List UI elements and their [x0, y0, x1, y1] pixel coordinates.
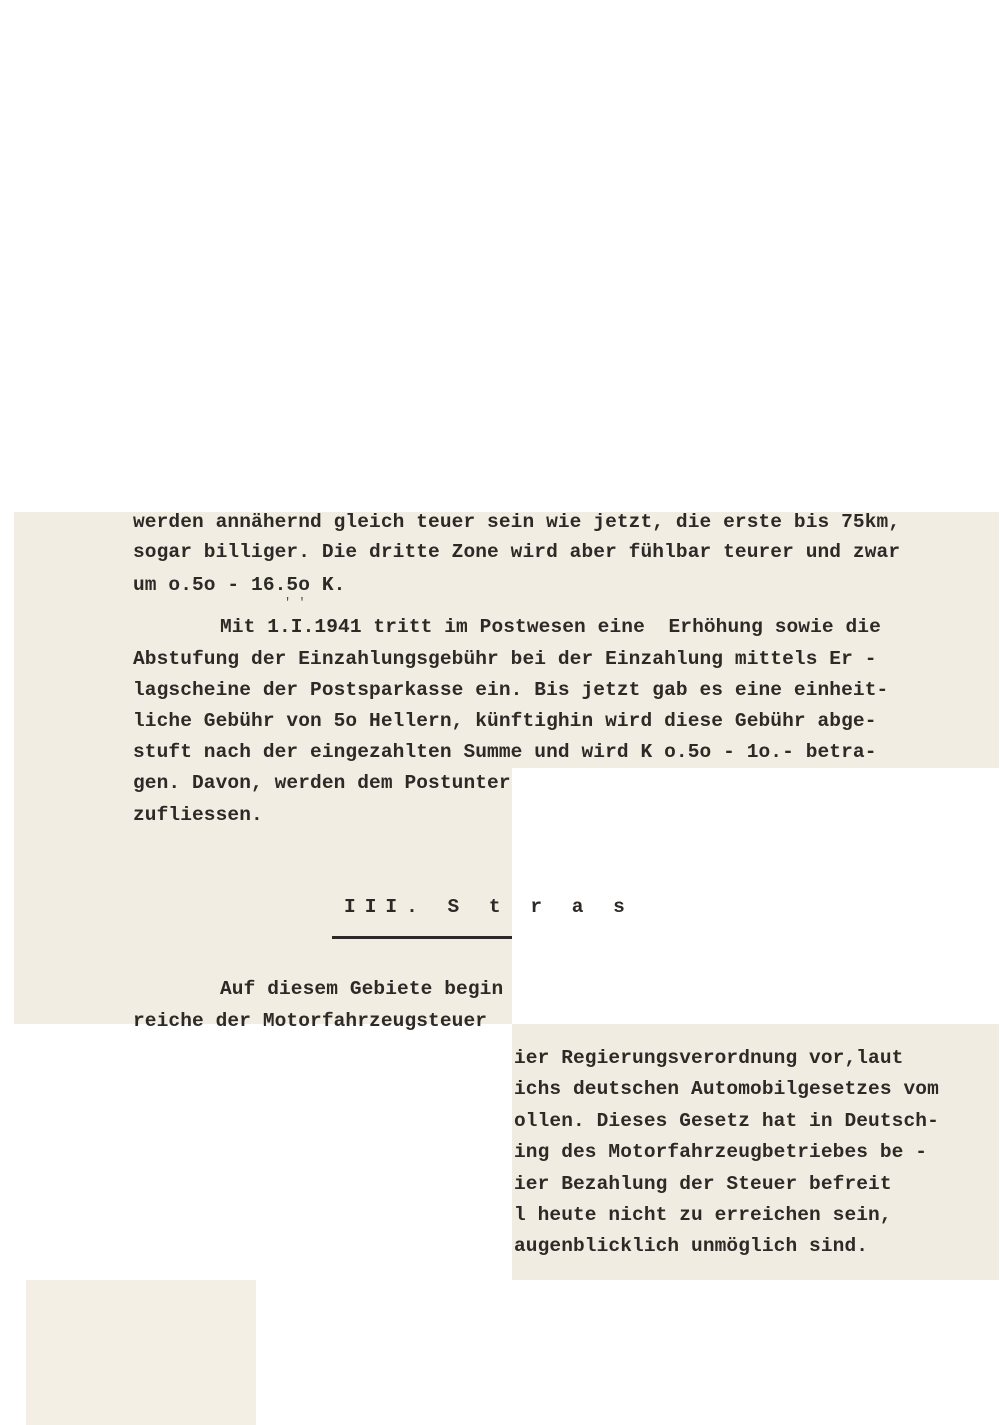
- text-line: Mit 1.I.1941 tritt im Postwesen eine Erhöhung sowie die: [220, 616, 881, 638]
- text-line: sogar billiger. Die dritte Zone wird aber fühlbar teurer und zwar: [133, 541, 901, 563]
- text-line: augenblicklich unmöglich sind.: [514, 1235, 869, 1257]
- text-line: um o.5o - 16.5o K.: [133, 574, 346, 596]
- text-line: ier Bezahlung der Steuer befreit: [514, 1173, 892, 1195]
- text-line: stuft nach der eingezahlten Summe und wird K o.5o - 1o.- betra-: [133, 741, 877, 763]
- document-fragment-left: [14, 768, 634, 1032]
- document-fragment-blank: [26, 1280, 256, 1425]
- text-line: ing des Motorfahrzeugbetriebes be -: [514, 1141, 928, 1163]
- text-line: lagscheine der Postsparkasse ein. Bis jetzt gab es eine einheit-: [133, 679, 889, 701]
- text-line: werden annähernd gleich teuer sein wie jetzt, die erste bis 75km,: [133, 511, 901, 533]
- section-heading: III. S t r a s: [344, 896, 634, 918]
- text-line: reiche der Motorfahrzeugsteuer: [133, 1010, 488, 1032]
- text-line: l heute nicht zu erreichen sein,: [514, 1204, 892, 1226]
- text-line: gen. Davon, werden dem Postunter: [133, 772, 511, 794]
- text-line: Abstufung der Einzahlungsgebühr bei der Einzahlung mittels Er -: [133, 648, 877, 670]
- document-fragment-right: [512, 1024, 999, 1280]
- document-fragment-top: [14, 512, 999, 768]
- heading-underline: [332, 936, 512, 939]
- text-line: Auf diesem Gebiete begin: [220, 978, 504, 1000]
- text-line: ier Regierungsverordnung vor,laut: [514, 1047, 904, 1069]
- text-line: ollen. Dieses Gesetz hat in Deutsch-: [514, 1110, 939, 1132]
- text-line: liche Gebühr von 5o Hellern, künftighin wird diese Gebühr abge-: [133, 710, 877, 732]
- ink-mark: ′ ′: [284, 596, 306, 610]
- text-line: zufliessen.: [133, 804, 263, 826]
- text-line: ichs deutschen Automobilgesetzes vom: [514, 1078, 939, 1100]
